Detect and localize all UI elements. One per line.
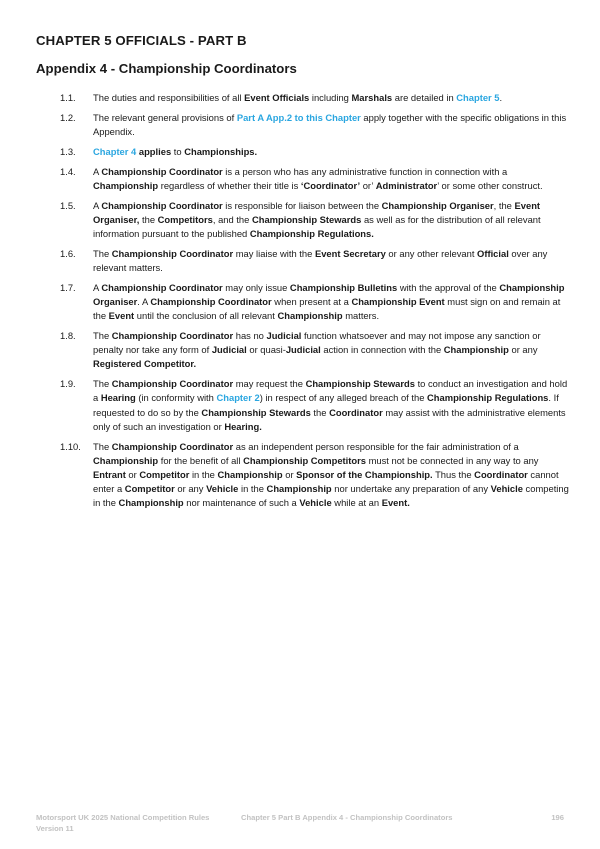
clause-text-run: as an independent person responsible for the fair administration of a (233, 440, 519, 452)
clause-text-run: ’ or some other construct. (437, 179, 543, 191)
clause-text-run: over any relevant matters. (93, 247, 548, 273)
clause-item (60, 329, 570, 372)
clause-text-run: cannot enter a (93, 469, 559, 495)
clause-text-run: , and the (212, 213, 252, 225)
clause-text-run: A (93, 165, 102, 177)
defined-term: Championship (118, 497, 184, 509)
clause-text-run: while at an (331, 497, 382, 509)
clause-text-run: may request the (233, 378, 306, 390)
defined-term: ‘Coordinator’ (300, 179, 361, 191)
defined-term: Competitor (139, 469, 190, 481)
defined-term: Competitor (124, 483, 175, 495)
clause-text-run: may liaise with the (233, 247, 315, 259)
defined-term: Championship Coordinator (150, 296, 272, 307)
defined-term: Championship (277, 310, 343, 322)
defined-term: applies (136, 145, 172, 157)
clause-text (93, 199, 570, 242)
clause-text-run: to (171, 145, 185, 157)
footer-section: Chapter 5 Part B Appendix 4 - Championship Coordinators (241, 813, 453, 822)
clause-text-run: apply together with the specific obligations in this Appendix. (93, 111, 567, 137)
clause-text-run: including (309, 92, 352, 103)
clause-text-run: ) in respect of any alleged breach of the (259, 392, 428, 404)
clause-text-run: matters. (342, 310, 380, 322)
clause-text-run: the (139, 213, 158, 225)
clause-text-run: or’ (360, 179, 376, 191)
defined-term: Championship (266, 483, 332, 495)
clause-number: 1.1. (60, 92, 76, 103)
defined-term: Championship (93, 179, 159, 191)
clause-text-run: The (93, 330, 112, 341)
clause-text-run: nor undertake any preparation of any (331, 483, 491, 495)
chapter-title: CHAPTER 5 OFFICIALS - PART B (36, 33, 247, 48)
clause-text-run: (in conformity with (135, 392, 217, 404)
clause-text-run: is a person who has any administrative function in connection with a (222, 165, 508, 177)
clause-text (93, 145, 570, 159)
clause-text (93, 440, 570, 511)
clause-text-run: The duties and responsibilities of all (93, 92, 245, 103)
defined-term: Championship Organiser (93, 281, 565, 307)
clause-text-run: as well as for the distribution of all relevant information pursuant to the published (93, 213, 541, 239)
clause-text (93, 165, 570, 193)
clause-item (60, 377, 570, 434)
clause-text-run: . If requested to do so by the (93, 392, 559, 418)
clause-text-run: are detailed in (392, 92, 457, 103)
clause-item (60, 145, 570, 159)
defined-term: Sponsor of the Championship. (296, 469, 433, 481)
clause-text-run: function whatsoever and may not impose any sanction or penalty nor take any form of (93, 330, 541, 356)
defined-term: Event (108, 310, 135, 322)
appendix-title: Appendix 4 - Championship Coordinators (36, 61, 297, 76)
clause-text (93, 247, 570, 275)
clause-text-run: must sign on and remain at the (93, 296, 561, 322)
clause-text-run: the (310, 406, 330, 418)
defined-term: Championship Stewards (305, 378, 415, 390)
clause-item (60, 281, 570, 324)
defined-term: Administrator (375, 179, 438, 191)
defined-term: Championship Bulletins (289, 281, 398, 293)
clause-text (93, 329, 570, 372)
defined-term: Event Organiser, (93, 199, 541, 225)
defined-term: Hearing. (224, 420, 262, 432)
clause-text-run: The (93, 440, 112, 452)
defined-term: Vehicle (299, 497, 332, 509)
clause-item (60, 111, 570, 139)
defined-term: Registered Competitor. (93, 358, 197, 370)
clause-text-run: . A (137, 296, 151, 307)
defined-term: Judicial (211, 344, 247, 356)
clause-text-run: may only issue (222, 281, 290, 293)
clause-text-run: The (93, 378, 112, 390)
defined-term: Vehicle (206, 483, 239, 495)
clause-number: 1.9. (60, 378, 76, 390)
defined-term: Judicial (266, 330, 302, 341)
defined-term: Vehicle (490, 483, 523, 495)
defined-term: Event Secretary (314, 247, 386, 259)
clause-text-run: or (125, 469, 140, 481)
defined-term: Championship Regulations (427, 392, 549, 404)
clause-text-run: is responsible for liaison between the (222, 199, 382, 211)
defined-term: Championship Competitors (243, 454, 366, 466)
defined-term: Event Officials (244, 92, 310, 103)
clause-text-run: A (93, 281, 102, 293)
clause-number: 1.7. (60, 281, 76, 293)
clause-text-run: with the approval of the (397, 281, 500, 293)
clause-number: 1.4. (60, 165, 76, 177)
defined-term: Championship (93, 454, 159, 466)
clause-text-run: action in connection with the (320, 344, 444, 356)
defined-term: Hearing (100, 392, 136, 404)
defined-term: Championship Organiser (381, 199, 494, 211)
clause-text-run: or (282, 469, 297, 481)
defined-term: Competitors (157, 213, 213, 225)
defined-term: Championship Coordinator (111, 440, 234, 452)
defined-term: Championship (443, 344, 509, 356)
defined-term: Championship Stewards (201, 406, 311, 418)
clause-text-run: The relevant general provisions of (93, 111, 237, 123)
defined-term: Championship Event (351, 296, 445, 307)
clause-number: 1.6. (60, 247, 76, 259)
clause-text-run: has no (233, 330, 267, 341)
clause-text (93, 377, 570, 434)
clause-number: 1.8. (60, 330, 76, 341)
clause-text-run: until the conclusion of all relevant (134, 310, 278, 322)
footer-version: Version 11 (36, 824, 74, 833)
clause-item (60, 199, 570, 242)
clause-text-run: The (93, 247, 112, 259)
defined-term: Championship Coordinator (111, 378, 234, 390)
clause-item (60, 247, 570, 275)
page-footer (36, 812, 564, 836)
defined-term: Judicial (285, 344, 321, 356)
defined-term: Marshals (351, 92, 393, 103)
clause-text-run: nor maintenance of such a (183, 497, 300, 509)
clause-text (93, 91, 570, 105)
clause-number: 1.5. (60, 199, 76, 211)
clause-list (60, 91, 570, 516)
defined-term: Championship Stewards (251, 213, 362, 225)
clause-number: 1.2. (60, 111, 76, 123)
clause-text (93, 111, 570, 139)
clause-text (93, 281, 570, 324)
clause-text-run: in the (238, 483, 267, 495)
clause-text-run: regardless of whether their title is (158, 179, 301, 191)
defined-term: Championship Coordinator (111, 330, 234, 341)
clause-text-run: in the (189, 469, 218, 481)
clause-number: 1.3. (60, 145, 76, 157)
clause-text-run: or any (174, 483, 207, 495)
clause-text-run: to conduct an investigation and hold a (93, 378, 568, 404)
clause-text-run: , the (493, 199, 515, 211)
clause-text-run: or any (508, 344, 538, 356)
defined-term: Championship Coordinator (101, 165, 223, 177)
chapter-link[interactable]: Chapter 2 (216, 392, 260, 404)
clause-text-run: must not be connected in any way to any (365, 454, 539, 466)
clause-text-run: competing in the (93, 483, 569, 509)
defined-term: Championship Coordinator (101, 199, 223, 211)
defined-term: Championship (217, 469, 283, 481)
clause-item (60, 91, 570, 105)
clause-text-run: may assist with the administrative elements only of such an investigation or (93, 406, 566, 432)
page-number: 196 (551, 813, 564, 822)
clause-text-run: for the benefit of all (158, 454, 244, 466)
clause-text-run: . (499, 92, 503, 103)
defined-term: Official (477, 247, 509, 259)
footer-publication-block (36, 812, 209, 834)
defined-term: Coordinator (474, 469, 528, 481)
defined-term: Championship Regulations. (249, 228, 374, 239)
defined-term: Championship Coordinator (101, 281, 223, 293)
defined-term: Entrant (93, 469, 126, 481)
clause-text-run: or quasi- (246, 344, 286, 356)
clause-text-run: Thus the (432, 469, 475, 481)
chapter-link[interactable]: Part A App.2 to this Chapter (236, 111, 361, 123)
defined-term: Championships. (184, 145, 258, 157)
defined-term: Event. (381, 497, 410, 509)
clause-text-run: when present at a (271, 296, 352, 307)
footer-publication: Motorsport UK 2025 National Competition Rules (36, 813, 210, 822)
clause-number: 1.10. (60, 440, 81, 452)
clause-item (60, 165, 570, 193)
defined-term: Coordinator (329, 406, 383, 418)
clause-item (60, 440, 570, 511)
defined-term: Championship Coordinator (111, 247, 234, 259)
clause-text-run: A (93, 199, 102, 211)
chapter-link[interactable]: Chapter 4 (93, 145, 137, 157)
chapter-link[interactable]: Chapter 5 (456, 92, 500, 103)
clause-text-run: or any other relevant (385, 247, 478, 259)
